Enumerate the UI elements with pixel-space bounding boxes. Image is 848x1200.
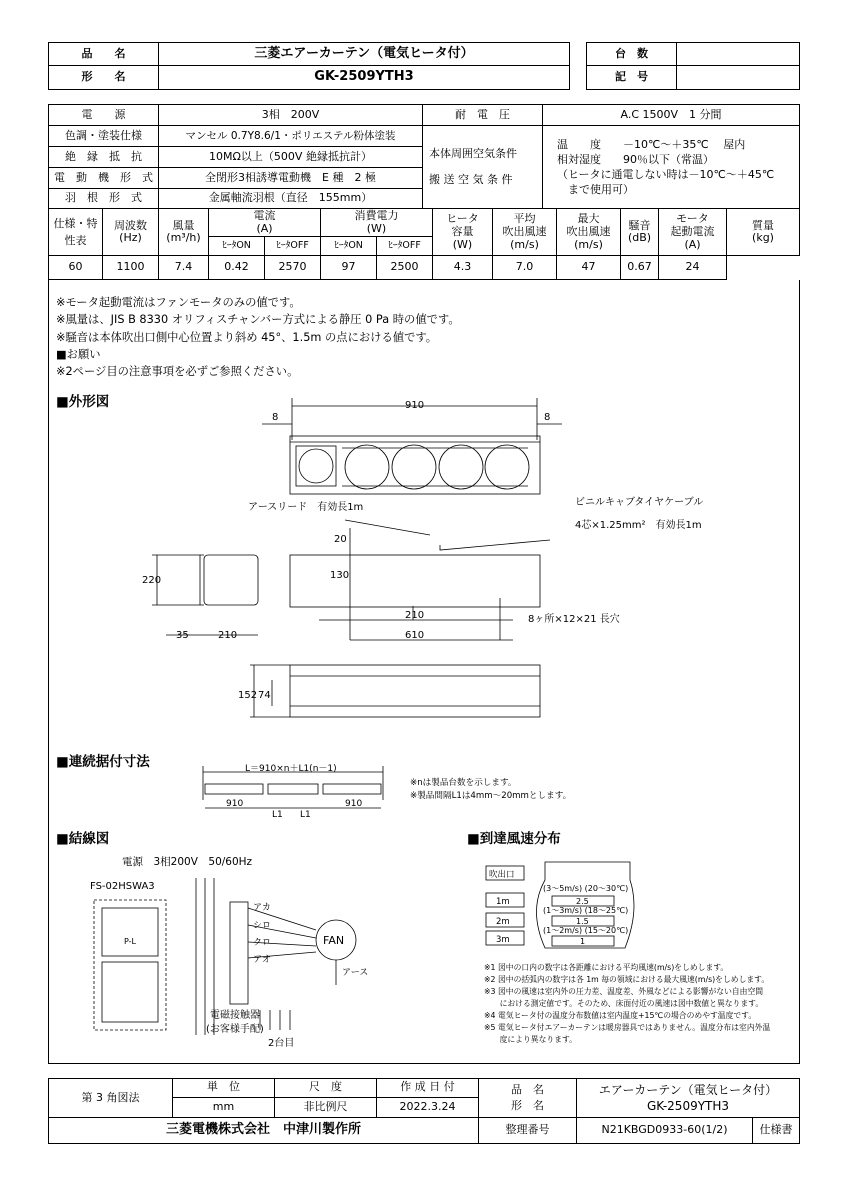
val-pow-on: 2570 [265,256,321,280]
vel-range1: (3～5m/s) (20～30℃) [543,884,629,893]
val-cur-off: 0.42 [209,256,265,280]
vel-v2: 1.5 [576,917,589,926]
daisu-label: 台 数 [587,43,677,66]
f-hinmei: エアーカーテン（電気ヒータ付） [598,1083,778,1098]
wire-kuro: クロ [253,938,272,948]
dim-210-b: 210 [218,630,238,641]
h-avg-unit: (m/s) [510,237,539,251]
vel-3m: 3m [496,935,510,945]
dim-152: 152 [238,690,258,701]
hane-label: 羽 根 形 式 [49,189,159,209]
date: 2022.3.24 [377,1097,479,1118]
env1-label: 本体周囲空気条件 [429,147,517,160]
unit-front-view [262,398,562,494]
seiri: N21KBGD0933-60(1/2) [577,1118,753,1144]
doc-type: 仕様書 [753,1118,800,1144]
vel-note: における測定値です。そのため、床面付近の風速は図中数値と異なります。 [484,999,764,1008]
dim-74: 74 [258,690,271,701]
wiring-switch: FS-02HSWA3 [90,881,155,892]
wire-ao: アオ [253,955,271,965]
sub-heat-on: ﾋｰﾀON [321,237,377,256]
vel-note: ※4 電気ヒータ付の温度分布数値は室内温度+15℃の場合のめやす温度です。 [484,1011,757,1020]
taidenatsu-value: A.C 1500V 1 分間 [543,105,800,126]
section-kessen: ■結線図 [56,831,110,847]
vel-1m: 1m [496,897,510,907]
pl-label: P-L [124,937,136,946]
kigo-label: 記 号 [587,66,677,90]
zetsuen-value: 10MΩ以上（500V 絶縁抵抗計） [159,147,423,168]
wiring-power: 電源 3相200V 50/60Hz [122,856,253,868]
wiring-earth: アース [342,968,369,978]
dengen-label: 電 源 [49,105,159,126]
section-gaikei: ■外形図 [56,394,110,410]
shakudo-label: 尺 度 [275,1079,377,1098]
zetsuen-label: 絶 縁 抵 抗 [49,147,159,168]
note-line: ※2ページ目の注意事項を必ずご参照ください。 [56,365,299,379]
dim-210-a: 210 [405,610,425,621]
val-noise: 47 [557,256,621,280]
earth-lead-label: アースリード 有効長1m [248,502,364,513]
env-line: 温 度 －10℃～＋35℃ 屋内 [557,138,746,151]
date-label: 作 成 日 付 [377,1079,479,1098]
section-tatsu: ■到達風速分布 [467,831,561,847]
h-pow: 消費電力 [354,208,399,222]
h-freq-unit: (Hz) [119,231,142,245]
dim-35: 35 [176,630,189,641]
vel-outlet: 吹出口 [489,870,515,880]
val-motor: 0.67 [621,256,659,280]
h-avg: 平均 [513,212,536,226]
shakudo: 非比例尺 [275,1097,377,1118]
h-noise: 騒音 [628,218,651,232]
h-heat-unit: (W) [452,237,473,251]
seiri-label: 整理番号 [479,1118,577,1144]
vel-note: ※3 図中の風速は室内外の圧力差、温度差、外風などによる影響がない自由空間 [484,987,764,996]
h-motor-unit: (A) [684,237,701,251]
second-unit-label: 2台目 [268,1038,295,1049]
dim-8-left: 8 [272,412,279,423]
env-line: まで使用可） [557,183,634,196]
sub-heat-off: ﾋｰﾀOFF [377,237,433,256]
h-freq: 周波数 [114,218,147,232]
taidenatsu-label: 耐 電 圧 [423,105,543,126]
footer-table [48,1078,800,1144]
h-heat: ヒータ [446,212,479,226]
f-hinmei-label: 品 名 [511,1083,544,1097]
h-air: 風量 [172,218,195,232]
tani: mm [173,1097,275,1118]
f-keimei-label: 形 名 [511,1099,544,1113]
h-mass-unit: (kg) [752,231,774,245]
h-air-unit: (m³/h) [166,231,201,245]
val-pow-off: 97 [321,256,377,280]
vel-range2: (1～3m/s) (18～25℃) [543,906,629,915]
velocity-notes [484,962,770,1046]
shikicho-label: 色調・塗装仕様 [49,126,159,147]
wire-shiro: シロ [253,921,272,931]
h-motor: モータ [676,212,709,226]
install-L1-b: L1 [300,810,311,820]
install-notes [410,777,571,803]
unit-bottom-view [250,665,540,717]
note-line: ※騒音は本体吹出口側中心位置より斜め 45°、1.5m の点における値です。 [56,330,438,344]
h-motor2: 起動電流 [670,224,715,238]
h-max2: 吹出風速 [566,224,611,238]
install-910-b: 910 [345,799,363,809]
h-max-unit: (m/s) [574,237,603,251]
dim-130: 130 [330,570,350,581]
env2-label: 搬 送 空 気 条 件 [429,173,513,186]
contactor-note: (お客様手配) [206,1024,264,1035]
vel-note: ※5 電気ヒータ付エアーカーテンは暖房器具ではありません。温度分布は室内外温 [484,1023,771,1032]
sankaku: 第 3 角図法 [49,1079,173,1118]
val-freq: 60 [49,256,103,280]
hinmei-label: 品 名 [49,43,159,66]
note-line: ※モータ起動電流はファンモータのみの値です。 [56,296,301,309]
dim-910: 910 [405,400,425,411]
vel-note: 度により異なります。 [484,1035,577,1044]
vel-v3: 1 [580,937,586,946]
company: 三菱電機株式会社 中津川製作所 [49,1118,479,1144]
env-line: （ヒータに通電しない時は－10℃～＋45℃ [557,168,775,181]
perf-row-label: 仕様・特性表 [49,209,103,256]
holes-label: 8ヶ所×12×21 長穴 [528,614,620,625]
dim-20: 20 [334,534,347,545]
sub-heat-off: ﾋｰﾀOFF [265,237,321,256]
keimei-value: GK-2509YTH3 [159,66,570,90]
h-cur-unit: (A) [256,221,273,235]
contactor-label: 電磁接触器 [210,1010,260,1021]
cable-spec-label: 4芯×1.25mm² 有効長1m [575,520,702,531]
val-air: 1100 [103,256,159,280]
tani-label: 単 位 [173,1079,275,1098]
h-noise-unit: (dB) [627,231,652,245]
install-note: ※製品間隔L1は4mm～20mmとします。 [410,791,572,801]
cable-label: ビニルキャブタイヤケーブル [575,497,704,508]
val-max: 7.0 [493,256,557,280]
val-cur-on: 7.4 [159,256,209,280]
install-note: ※nは製品台数を示します。 [410,778,517,788]
dim-610: 610 [405,630,425,641]
shikicho-value: マンセル 0.7Y8.6/1・ポリエステル粉体塗装 [159,126,423,147]
dendoki-value: 全閉形3相誘導電動機 E 種 2 極 [159,168,423,189]
install-L1-a: L1 [272,810,283,820]
hinmei-value: 三菱エアーカーテン（電気ヒータ付） [159,43,570,66]
val-heat: 2500 [377,256,433,280]
vel-range3: (1～2m/s) (15～20℃) [543,926,629,935]
f-keimei: GK-2509YTH3 [646,1099,730,1114]
val-mass: 24 [659,256,727,280]
install-910-a: 910 [226,799,244,809]
wire-aka: アカ [253,903,271,913]
note-line: ※風量は、JIS B 8330 オリフィスチャンバー方式による静圧 0 Pa 時の値です。 [56,313,460,327]
section-renzoku: ■連続据付寸法 [56,754,150,770]
dengen-value: 3相 200V [159,105,423,126]
h-heat2: 容量 [451,224,474,238]
unit-side-view [152,520,550,640]
hane-value: 金属軸流羽根（直径 155mm） [159,189,423,209]
h-cur: 電流 [253,208,276,222]
h-avg2: 吹出風速 [502,224,547,238]
h-max: 最大 [577,212,600,226]
h-pow-unit: (W) [366,221,387,235]
val-avg: 4.3 [433,256,493,280]
vel-2m: 2m [496,917,510,927]
dim-220: 220 [142,575,162,586]
install-formula: L＝910×n＋L1(n－1) [245,764,337,774]
vel-note: ※1 図中の口内の数字は各距離における平均風速(m/s)をしめします。 [484,963,729,972]
keimei-label: 形 名 [49,66,159,90]
fan-label: FAN [323,934,345,947]
dim-8-right: 8 [544,412,551,423]
note-line: ■お願い [56,347,101,361]
h-mass: 質量 [752,218,774,232]
sub-heat-on: ﾋｰﾀON [209,237,265,256]
vel-v1: 2.5 [576,897,589,906]
env-line: 相対湿度 90％以下（常温） [557,153,714,166]
vel-note: ※2 図中の括弧内の数字は各 1m 毎の領域における最大風速(m/s)をしめします。 [484,975,770,984]
dendoki-label: 電 動 機 形 式 [49,168,159,189]
